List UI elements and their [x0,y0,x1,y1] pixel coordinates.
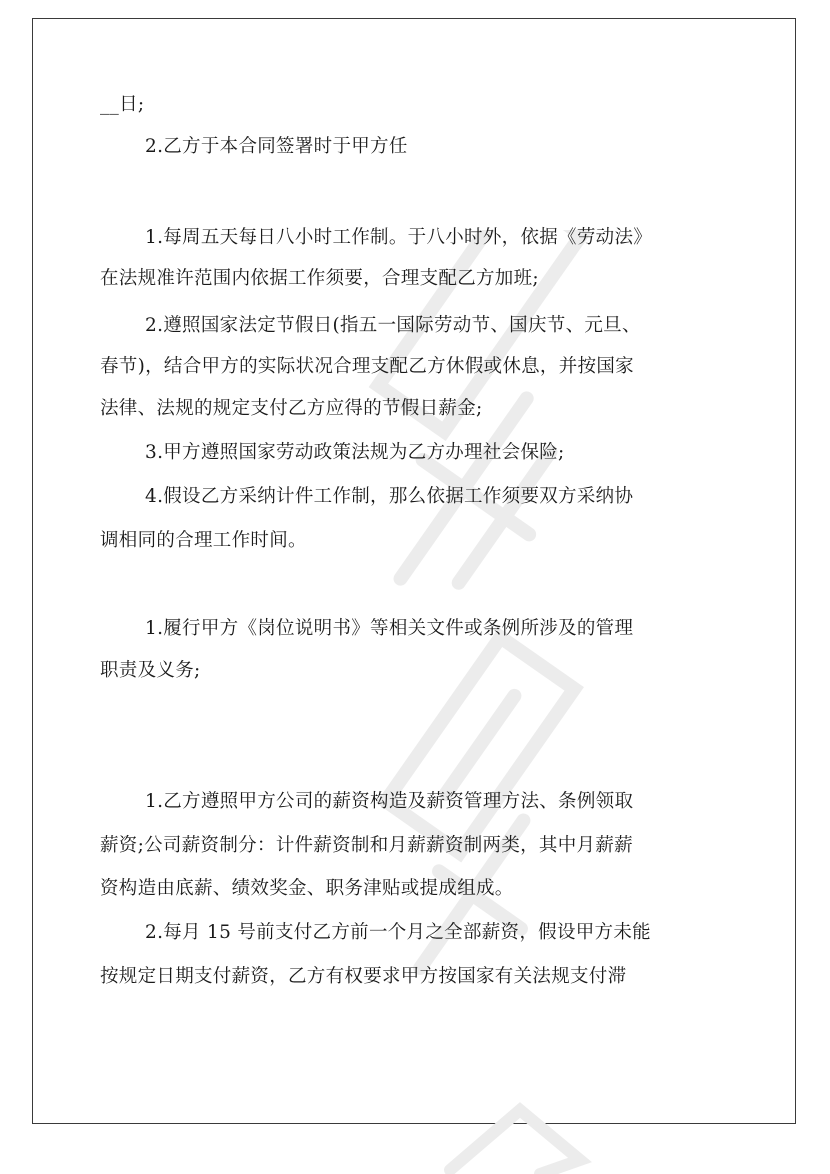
text-line: 资构造由底薪、绩效奖金、职务津贴或提成组成。 [100,878,514,899]
text-line: 在法规准许范围内依据工作须要，合理支配乙方加班; [100,268,539,289]
page-frame [32,18,796,1124]
text-line: 1.每周五天每日八小时工作制。于八小时外，依据《劳动法》 [145,227,653,248]
text-line: 2.乙方于本合同签署时于甲方任 [145,136,408,157]
text-line: 法律、法规的规定支付乙方应得的节假日薪金; [100,398,483,419]
text-line: 调相同的合理工作时间。 [100,530,307,551]
text-line: 春节)，结合甲方的实际状况合理支配乙方休假或休息，并按国家 [100,356,634,377]
text-line: 按规定日期支付薪资，乙方有权要求甲方按国家有关法规支付滞 [100,966,627,987]
text-line: 1.履行甲方《岗位说明书》等相关文件或条例所涉及的管理 [145,618,634,639]
text-line: 2.每月 15 号前支付乙方前一个月之全部薪资，假设甲方未能 [145,922,651,943]
text-line: 职责及义务; [100,660,201,681]
text-line: 薪资;公司薪资制分：计件薪资制和月薪薪资制两类，其中月薪薪 [100,835,633,856]
text-line: __日; [100,94,145,115]
text-line: 4.假设乙方采纳计件工作制，那么依据工作须要双方采纳协 [145,486,634,507]
text-line: 2.遵照国家法定节假日(指五一国际劳动节、国庆节、元旦、 [145,315,641,336]
text-line: 3.甲方遵照国家劳动政策法规为乙方办理社会保险; [145,442,565,463]
text-line: 1.乙方遵照甲方公司的薪资构造及薪资管理方法、条例领取 [145,791,634,812]
